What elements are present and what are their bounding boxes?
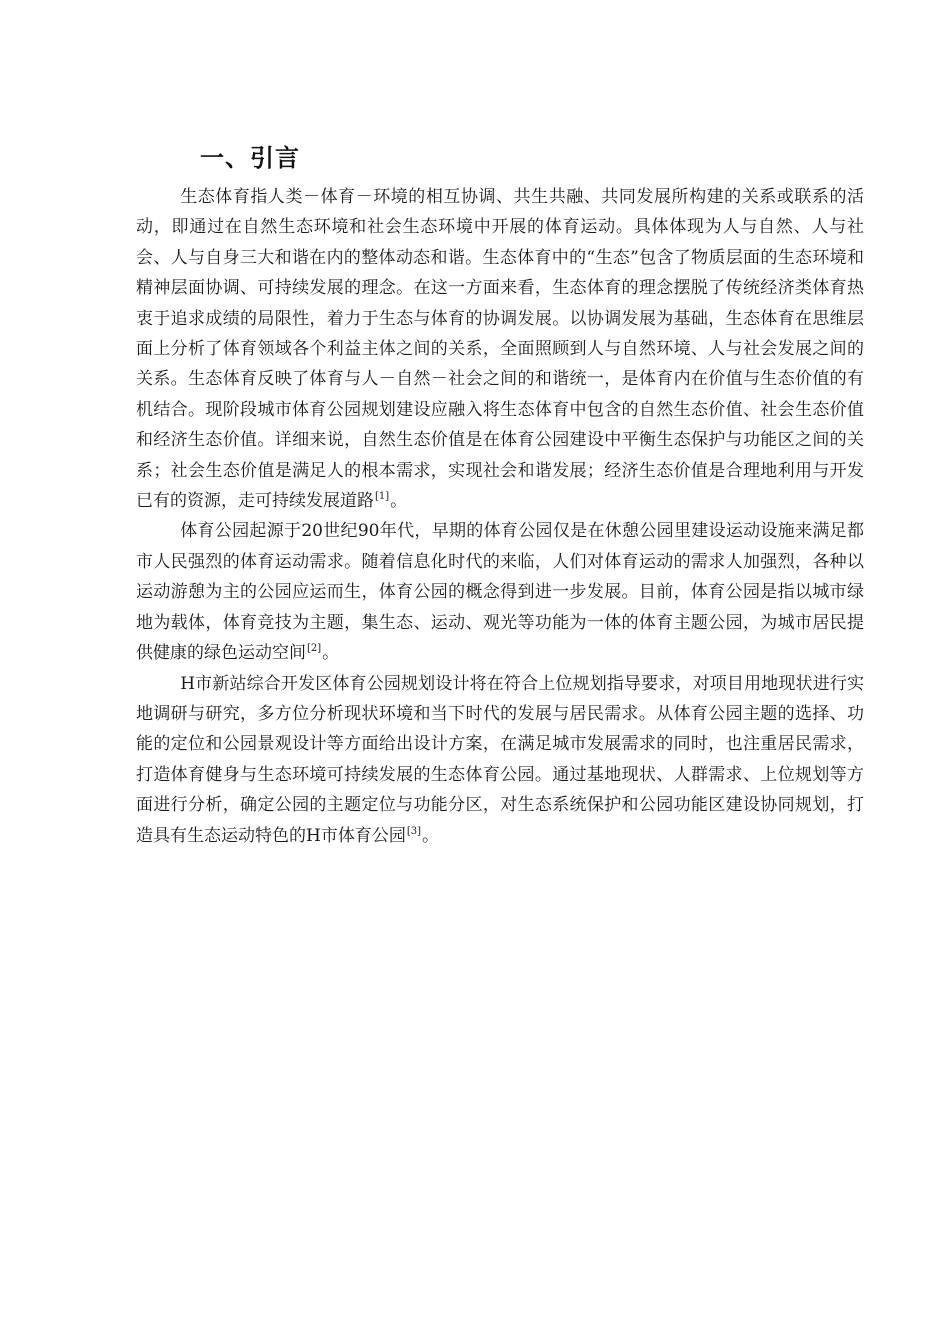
citation-3: [3]	[406, 825, 421, 837]
paragraph-2-end: 。	[322, 643, 340, 664]
paragraph-1-text: 生态体育指人类－体育－环境的相互协调、共生共融、共同发展所构建的关系或联系的活动，即通过在自然生态环境和社会生态环境中开展的体育运动。具体体现为人与自然、人与社会、人与自身三大和谐在内的整体动态和谐。生态体育中的“生态”包含了物质层面的生态环境和精神层面协调、可持续发展的理念。在这一方面来看，生态体育的理念摆脱了传统经济类体育热衷于追求成绩的局限性，着力于生态与体育的协调发展。以协调发展为基础，生态体育在思维层面上分析了体育领域各个利益主体之间的关系，全面照顾到人与自然环境、人与社会发展之间的关系。生态体育反映了体育与人－自然－社会之间的和谐统一，是体育内在价值与生态价值的有机结合。现阶段城市体育公园规划建设应融入将生态体育中包含的自然生态价值、社会生态价值和经济生态价值。详细来说，自然生态价值是在体育公园建设中平衡生态保护与功能区之间的关系；社会生态价值是满足人的根本需求，实现社会和谐发展；经济生态价值是合理地利用与开发已有的资源，走可持续发展道路	[136, 187, 864, 512]
paragraph-3-text: H市新站综合开发区体育公园规划设计将在符合上位规划指导要求，对项目用地现状进行实地调研与研究，多方位分析现状环境和当下时代的发展与居民需求。从体育公园主题的选择、功能的定位和公园景观设计等方面给出设计方案，在满足城市发展需求的同时，也注重居民需求，打造体育健身与生态环境可持续发展的生态体育公园。通过基地现状、人群需求、上位规划等方面进行分析，确定公园的主题定位与功能分区，对生态系统保护和公园功能区建设协同规划，打造具有生态运动特色的H市体育公园	[136, 673, 864, 846]
paragraph-2-text: 体育公园起源于20世纪90年代，早期的体育公园仅是在休憩公园里建设运动设施来满足都市人民强烈的体育运动需求。随着信息化时代的来临，人们对体育运动的需求人加强烈，各种以运动游憩为主的公园应运而生，体育公园的概念得到进一步发展。目前，体育公园是指以城市绿地为载体，体育竞技为主题，集生态、运动、观光等功能为一体的体育主题公园，为城市居民提供健康的绿色运动空间	[136, 521, 864, 664]
section-heading: 一、引言	[200, 144, 300, 172]
paragraph-3-end: 。	[422, 825, 439, 846]
body-text	[136, 182, 864, 851]
paragraph-3	[136, 669, 864, 851]
citation-1: [1]	[375, 491, 390, 503]
paragraph-2	[136, 516, 864, 668]
paragraph-1	[136, 182, 864, 516]
citation-2: [2]	[307, 643, 322, 655]
paragraph-1-end: 。	[390, 491, 408, 512]
